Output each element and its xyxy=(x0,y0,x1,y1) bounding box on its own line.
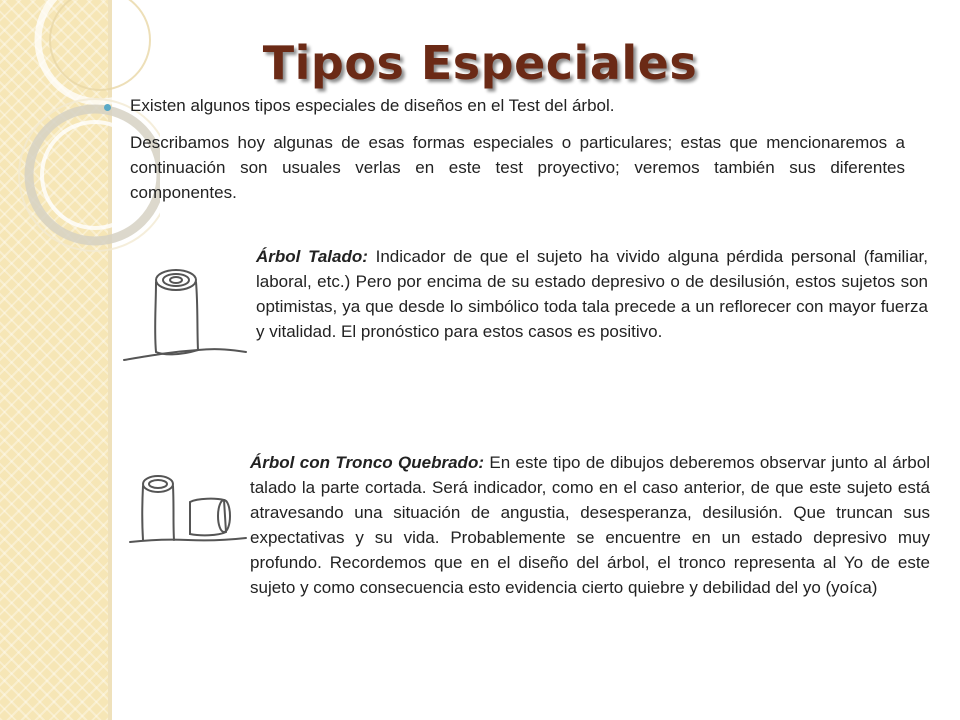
bullet-icon xyxy=(104,104,111,111)
type-felled-tree xyxy=(256,244,928,344)
type-name: Árbol Talado: xyxy=(256,247,368,266)
intro-paragraph: Describamos hoy algunas de esas formas especiales o particulares; estas que mencionaremos a continuación son usuales verlas en este test proyectivo; veremos también sus diferentes componentes. xyxy=(130,133,905,202)
broken-trunk-drawing xyxy=(128,466,248,556)
type-description: Indicador de que el sujeto ha vivido alguna pérdida personal (familiar, laboral, etc.) Pero por encima de su estado depresivo o de desilusión, estos sujetos son optimistas, ya que desde lo simbólico toda tala precede a un reflorecer con mayor fuerza y vitalidad. El pronóstico para estos casos es positivo. xyxy=(256,247,928,341)
intro-bullet-text: Existen algunos tipos especiales de diseños en el Test del árbol. xyxy=(130,96,615,115)
page-title: Tipos Especiales xyxy=(262,36,698,90)
type-broken-trunk xyxy=(250,450,930,600)
felled-tree-drawing xyxy=(118,260,248,370)
type-description: En este tipo de dibujos deberemos observar junto al árbol talado la parte cortada. Será indicador, como en el caso anterior, de que este sujeto está atravesando una situación de angustia, desesperanza, desilusión. Que truncan sus expectativas y su vida. Probablemente se encuentre en un estado depresivo muy profundo. Recordemos que en el diseño del árbol, el tronco representa al Yo de este sujeto y como consecuencia esto evidencia cierto quiebre y debilidad del yo (yoíca) xyxy=(250,453,930,597)
type-name: Árbol con Tronco Quebrado: xyxy=(250,453,484,472)
